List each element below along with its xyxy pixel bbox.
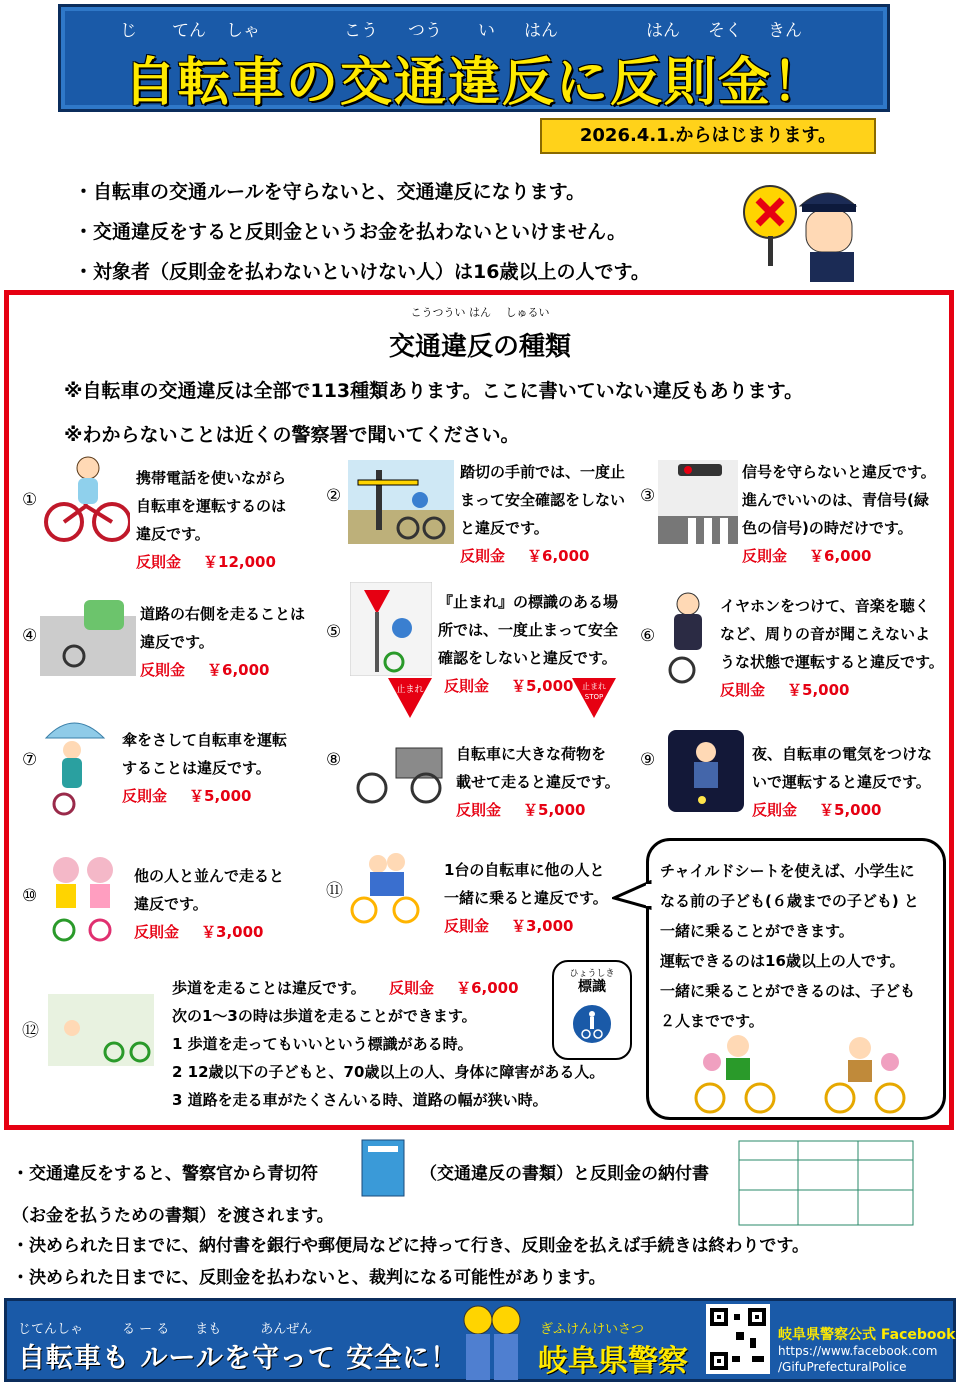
police-officer-illustration [736, 176, 862, 282]
item-number: ⑧ [326, 750, 342, 770]
cargo-bicycle-illustration [352, 744, 448, 804]
umbrella-cyclist-illustration [42, 714, 106, 816]
night-cycling-illustration [668, 730, 744, 812]
child-seat-info-text: チャイルドシートを使えば、小学生に なる前の子ども(６歳までの子ども) と 一緒に乗ることができます。 運転できるのは16歳以上の人です。 一緒に乗ることができるのは、子ども ２人までです。 [660, 862, 919, 1030]
footer-slogan: 自転車も ルールを守って 安全に！ [18, 1343, 459, 1374]
double-riding-illustration [348, 850, 422, 928]
item-3-text: 信号を守らないと違反です。 進んでいいのは、青信号(緑 色の信号)の時だけです。 反則金 ￥6,000 [742, 463, 936, 565]
note-1: ※自転車の交通違反は全部で113種類あります。ここに書いていない違反もあります。 [64, 380, 804, 402]
intro-line-3: ・対象者（反則金を払わないといけない人）は16歳以上の人です。 [74, 261, 650, 283]
item-number: ⑨ [640, 750, 656, 770]
item-8-text: 自転車に大きな荷物を 載せて走ると違反です。 反則金 ￥5,000 [456, 745, 620, 819]
earphone-cyclist-illustration [660, 590, 714, 686]
svg-text:止まれ: 止まれ [396, 685, 424, 695]
note-2: ※わからないことは近くの警察署で聞いてください。 [64, 424, 520, 446]
stop-sign-icon [386, 676, 434, 720]
item-number: ⑤ [326, 622, 342, 642]
section-title: 交通違反の種類 [388, 332, 571, 362]
item-number: ③ [640, 486, 656, 506]
page-title: 自転車の交通違反に反則金！ [123, 53, 826, 113]
item-4-text: 道路の右側を走ることは 違反です。 反則金 ￥6,000 [140, 605, 306, 679]
item-12-text: 歩道を走ることは違反です。 反則金 ￥6,000 次の1～3の時は歩道を走ることができます。 1 歩道を走ってもいいという標識がある時。 2 12歳以下の子どもと、70歳以上の人、身体に障害がある人。 3 道路を走る車がたくさんいる時、道路の幅が狭い時。 [172, 979, 605, 1109]
intro-line-1: ・自転車の交通ルールを守らないと、交通違反になります。 [74, 181, 586, 203]
item-number: ⑦ [22, 750, 38, 770]
item-number: ① [22, 490, 38, 510]
police-mascot-illustration [454, 1300, 530, 1384]
wrong-side-cycling-illustration [40, 596, 136, 676]
bottom-line-2: （お金を払うための書類）を渡されます。 [12, 1206, 334, 1226]
traffic-signal-illustration [658, 460, 738, 544]
child-seat-bicycle-illustration-1 [690, 1028, 778, 1116]
facebook-url-line-1[interactable]: https://www.facebook.com [778, 1344, 938, 1358]
item-2-text: 踏切の手前では、一度止 まって安全確認をしない と違反です。 反則金 ￥6,000 [460, 463, 626, 565]
intro-line-2: ・交通違反をすると反則金というお金を払わないといけません。 [74, 221, 627, 243]
item-number: ⑫ [22, 1021, 39, 1041]
sidewalk-cycling-illustration [48, 994, 154, 1066]
sign-label: 標識 [578, 979, 606, 995]
stop-sign-scene-illustration [350, 582, 432, 676]
phone-cyclist-illustration [38, 450, 130, 544]
item-number: ⑥ [640, 626, 656, 646]
item-1-text: 携帯電話を使いながら 自転車を運転するのは 違反です。 反則金 ￥12,000 [136, 469, 287, 571]
start-date-banner: 2026.4.1.からはじまります。 [540, 118, 876, 154]
bottom-line-4: ・決められた日までに、反則金を払わないと、裁判になる可能性があります。 [12, 1268, 606, 1288]
item-9-text: 夜、自転車の電気をつけな いで運転すると違反です。 反則金 ￥5,000 [752, 745, 933, 819]
sign-ruby: ひょうしき [569, 969, 615, 979]
railroad-crossing-illustration [348, 460, 454, 544]
item-number: ② [326, 486, 342, 506]
payment-slip-illustration [738, 1140, 914, 1226]
footer-police-name: 岐阜県警察 [538, 1344, 688, 1379]
bottom-line-1b: （交通違反の書類）と反則金の納付書 [420, 1164, 709, 1184]
bottom-line-3: ・決められた日までに、納付書を銀行や郵便局などに持って行き、反則金を払えば手続きは終わりです。 [12, 1236, 809, 1256]
svg-text:STOP: STOP [584, 693, 604, 701]
bottom-line-1: ・交通違反をすると、警察官から青切符 [12, 1164, 318, 1184]
blue-ticket-illustration [358, 1138, 408, 1198]
item-7-text: 傘をさして自転車を運転 することは違反です。 反則金 ￥5,000 [122, 731, 288, 805]
item-10-text: 他の人と並んで走ると 違反です。 反則金 ￥3,000 [134, 867, 285, 941]
item-number: ④ [22, 626, 38, 646]
side-by-side-cyclists-illustration [44, 850, 124, 946]
bubble-tail [612, 880, 652, 910]
item-6-text: イヤホンをつけて、音楽を聴く など、周りの音が聞こえないよ うな状態で運転すると違反です。 反則金 ￥5,000 [720, 597, 944, 699]
item-11-text: 1台の自転車に他の人と 一緒に乗ると違反です。 反則金 ￥3,000 [444, 861, 608, 935]
section-title-ruby: こうつうい はん しゅるい [410, 306, 550, 319]
item-5-text: 『止まれ』の標識のある場 所では、一度止まって安全 確認をしないと違反です。 反則金 ￥5,000 [438, 593, 619, 695]
footer-slogan-ruby: じてんしゃ る ー る まも あんぜん [18, 1322, 313, 1337]
facebook-url-line-2[interactable]: /GifuPrefecturalPolice [778, 1360, 907, 1374]
item-number: ⑩ [22, 886, 38, 906]
pedestrian-bicycle-sign-icon [570, 1002, 614, 1046]
item-number: ⑪ [326, 881, 343, 901]
child-seat-bicycle-illustration-2 [820, 1028, 910, 1116]
footer-police-ruby: ぎふけんけいさつ [540, 1322, 645, 1337]
qr-code-icon[interactable] [706, 1304, 770, 1374]
facebook-title: 岐阜県警察公式 Facebook [778, 1327, 956, 1343]
svg-text:止まれ: 止まれ [582, 682, 606, 691]
